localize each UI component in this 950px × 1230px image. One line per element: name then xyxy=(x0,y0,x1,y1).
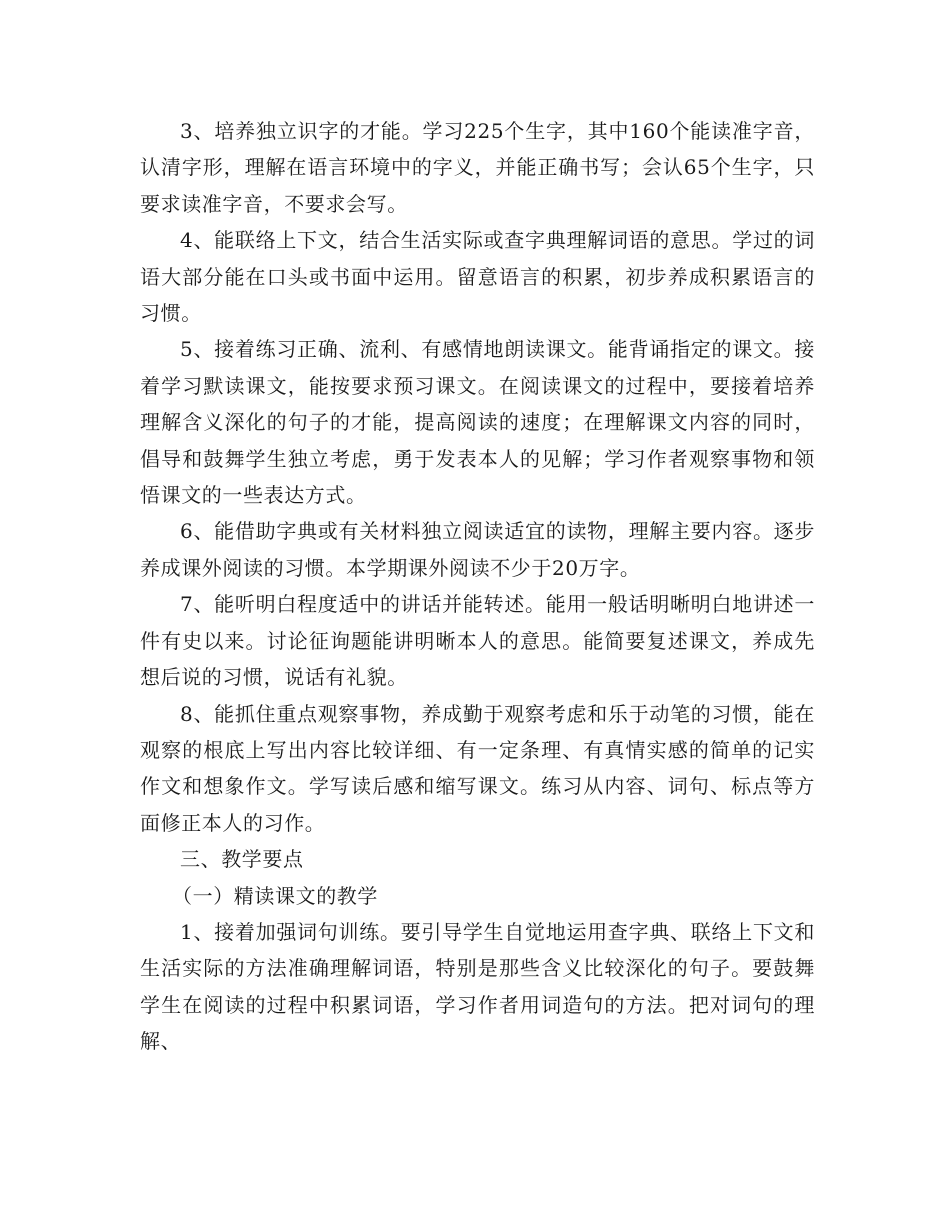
paragraph-8: 8、能抓住重点观察事物，养成勤于观察考虑和乐于动笔的习惯，能在观察的根底上写出内容比较详细、有一定条理、有真情实感的简单的记实作文和想象作文。学写读后感和缩写课文。练习从内容、词句、标点等方面修正本人的习作。 xyxy=(140,701,815,835)
paragraph-1: 1、接着加强词句训练。要引导学生自觉地运用查字典、联络上下文和生活实际的方法准确理解词语，特别是那些含义比较深化的句子。要鼓舞学生在阅读的过程中积累词语，学习作者用词造句的方法。把对词句的理解、 xyxy=(140,919,815,1054)
section-heading: 三、教学要点 xyxy=(180,847,304,872)
paragraph-5: 5、接着练习正确、流利、有感情地朗读课文。能背诵指定的课文。接着学习默读课文，能按要求预习课文。在阅读课文的过程中，要接着培养理解含义深化的句子的才能，提高阅读的速度；在理解课文内容的同时，倡导和鼓舞学生独立考虑，勇于发表本人的见解；学习作者观察事物和领悟课文的一些表达方式。 xyxy=(140,337,815,508)
paragraph-6: 6、能借助字典或有关材料独立阅读适宜的读物，理解主要内容。逐步养成课外阅读的习惯。本学期课外阅读不少于20万字。 xyxy=(140,519,815,580)
paragraph-7: 7、能听明白程度适中的讲话并能转述。能用一般话明晰明白地讲述一件有史以来。讨论征询题能讲明晰本人的意思。能简要复述课文，养成先想后说的习惯，说话有礼貌。 xyxy=(140,592,815,690)
document-body xyxy=(140,113,815,1060)
paragraph-4: 4、能联络上下文，结合生活实际或查字典理解词语的意思。学过的词语大部分能在口头或书面中运用。留意语言的积累，初步养成积累语言的习惯。 xyxy=(140,228,815,326)
subsection-heading: （一）精读课文的教学 xyxy=(172,883,378,908)
paragraph-3: 3、培养独立识字的才能。学习225个生字，其中160个能读准字音，认清字形，理解在语言环境中的字义，并能正确书写；会认65个生字，只要求读准字音，不要求会写。 xyxy=(140,119,815,216)
